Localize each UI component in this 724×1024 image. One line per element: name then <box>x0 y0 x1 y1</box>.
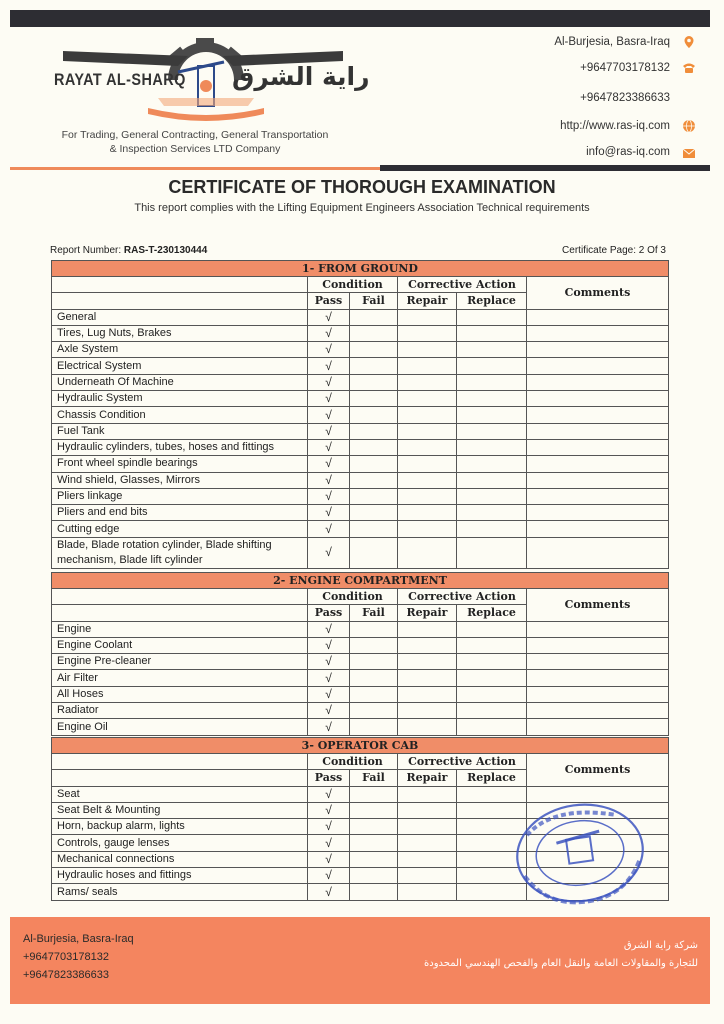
repair-header: Repair <box>398 293 457 309</box>
table-row <box>52 686 669 702</box>
pass-check-icon: √ <box>308 868 350 884</box>
comments-cell <box>527 456 669 472</box>
repair-cell <box>398 686 457 702</box>
fail-header: Fail <box>350 770 398 786</box>
repair-cell <box>398 868 457 884</box>
comments-cell <box>527 423 669 439</box>
document-subtitle: This report complies with the Lifting Equipment Engineers Association Technical requirements <box>134 202 590 214</box>
replace-cell <box>457 342 527 358</box>
footer-phone-1: +9647703178132 <box>23 951 109 963</box>
repair-cell <box>398 521 457 537</box>
pass-check-icon: √ <box>308 819 350 835</box>
pass-header: Pass <box>308 770 350 786</box>
repair-cell <box>398 851 457 867</box>
header-row-1 <box>52 754 669 770</box>
item-name: All Hoses <box>52 686 308 702</box>
replace-cell <box>457 488 527 504</box>
table-row <box>52 374 669 390</box>
mail-icon <box>682 146 696 160</box>
company-name-ar: راية الشرق <box>232 62 370 91</box>
comments-cell <box>527 488 669 504</box>
repair-cell <box>398 637 457 653</box>
table-row <box>52 439 669 455</box>
phone-icon <box>682 61 696 75</box>
page-footer <box>10 917 710 1004</box>
item-name: Wind shield, Glasses, Mirrors <box>52 472 308 488</box>
item-name: Front wheel spindle bearings <box>52 456 308 472</box>
pass-check-icon: √ <box>308 719 350 735</box>
replace-cell <box>457 423 527 439</box>
repair-cell <box>398 786 457 802</box>
item-name: Rams/ seals <box>52 884 308 900</box>
inspection-section-table <box>51 572 669 736</box>
replace-header: Replace <box>457 605 527 621</box>
header-divider-accent <box>10 167 380 170</box>
replace-cell <box>457 521 527 537</box>
fail-cell <box>350 521 398 537</box>
fail-cell <box>350 819 398 835</box>
replace-header: Replace <box>457 293 527 309</box>
fail-cell <box>350 472 398 488</box>
table-row <box>52 537 669 568</box>
pass-check-icon: √ <box>308 505 350 521</box>
pass-check-icon: √ <box>308 407 350 423</box>
footer-arabic <box>424 937 698 973</box>
comments-header: Comments <box>527 754 669 787</box>
replace-cell <box>457 407 527 423</box>
table-row <box>52 309 669 325</box>
pass-check-icon: √ <box>308 686 350 702</box>
fail-cell <box>350 703 398 719</box>
pass-check-icon: √ <box>308 456 350 472</box>
repair-cell <box>398 391 457 407</box>
table-row <box>52 521 669 537</box>
fail-cell <box>350 835 398 851</box>
item-name: Underneath Of Machine <box>52 374 308 390</box>
comments-header: Comments <box>527 277 669 310</box>
repair-cell <box>398 654 457 670</box>
table-row <box>52 391 669 407</box>
location-pin-icon <box>682 35 696 49</box>
repair-cell <box>398 374 457 390</box>
corrective-action-header: Corrective Action <box>398 277 527 293</box>
item-name: Hydraulic System <box>52 391 308 407</box>
footer-contacts <box>23 930 134 984</box>
item-name: Seat <box>52 786 308 802</box>
pass-check-icon: √ <box>308 521 350 537</box>
fail-cell <box>350 374 398 390</box>
comments-cell <box>527 637 669 653</box>
replace-cell <box>457 472 527 488</box>
comments-cell <box>527 670 669 686</box>
company-tagline <box>50 128 340 156</box>
report-number-value: RAS-T-230130444 <box>123 245 208 256</box>
item-name: Radiator <box>52 703 308 719</box>
item-name: General <box>52 309 308 325</box>
footer-phone-2: +9647823386633 <box>23 969 109 981</box>
section-title-row <box>52 738 669 754</box>
table-row <box>52 654 669 670</box>
fail-cell <box>350 423 398 439</box>
pass-check-icon: √ <box>308 654 350 670</box>
pass-check-icon: √ <box>308 391 350 407</box>
fail-cell <box>350 342 398 358</box>
replace-cell <box>457 358 527 374</box>
fail-cell <box>350 670 398 686</box>
fail-cell <box>350 391 398 407</box>
fail-cell <box>350 537 398 568</box>
pass-check-icon: √ <box>308 621 350 637</box>
fail-cell <box>350 654 398 670</box>
repair-cell <box>398 472 457 488</box>
item-name: Pliers linkage <box>52 488 308 504</box>
item-name: Axle System <box>52 342 308 358</box>
item-name: Engine Coolant <box>52 637 308 653</box>
item-name: Cutting edge <box>52 521 308 537</box>
replace-cell <box>457 621 527 637</box>
repair-cell <box>398 670 457 686</box>
pass-check-icon: √ <box>308 835 350 851</box>
item-name: Engine Oil <box>52 719 308 735</box>
contact-email[interactable]: info@ras-iq.com <box>586 146 670 158</box>
report-number <box>50 245 207 256</box>
fail-cell <box>350 505 398 521</box>
repair-header: Repair <box>398 605 457 621</box>
comments-cell <box>527 407 669 423</box>
blank-header-cell <box>52 770 308 786</box>
replace-cell <box>457 439 527 455</box>
fail-header: Fail <box>350 293 398 309</box>
replace-cell <box>457 654 527 670</box>
fail-cell <box>350 637 398 653</box>
comments-cell <box>527 521 669 537</box>
blank-header-cell <box>52 754 308 770</box>
table-row <box>52 407 669 423</box>
comments-cell <box>527 309 669 325</box>
report-number-label: Report Number: <box>50 245 124 256</box>
repair-cell <box>398 309 457 325</box>
replace-cell <box>457 309 527 325</box>
comments-cell <box>527 654 669 670</box>
repair-cell <box>398 802 457 818</box>
comments-cell <box>527 621 669 637</box>
comments-cell <box>527 472 669 488</box>
pass-check-icon: √ <box>308 786 350 802</box>
pass-check-icon: √ <box>308 670 350 686</box>
repair-cell <box>398 423 457 439</box>
pass-check-icon: √ <box>308 309 350 325</box>
replace-cell <box>457 505 527 521</box>
table-row <box>52 488 669 504</box>
table-row <box>52 670 669 686</box>
section-title-row <box>52 261 669 277</box>
section-title: 3- OPERATOR CAB <box>52 738 669 754</box>
replace-cell <box>457 686 527 702</box>
header-top-bar <box>10 10 710 27</box>
replace-header: Replace <box>457 770 527 786</box>
table-row <box>52 703 669 719</box>
contact-address: Al-Burjesia, Basra-Iraq <box>554 36 670 48</box>
item-name: Controls, gauge lenses <box>52 835 308 851</box>
comments-cell <box>527 358 669 374</box>
comments-cell <box>527 325 669 341</box>
item-name: Tires, Lug Nuts, Brakes <box>52 325 308 341</box>
header-divider-dark <box>380 165 710 171</box>
pass-header: Pass <box>308 605 350 621</box>
comments-cell <box>527 686 669 702</box>
corrective-action-header: Corrective Action <box>398 589 527 605</box>
header-row-1 <box>52 589 669 605</box>
fail-cell <box>350 325 398 341</box>
section-title: 1- FROM GROUND <box>52 261 669 277</box>
repair-cell <box>398 456 457 472</box>
pass-check-icon: √ <box>308 884 350 900</box>
corrective-action-header: Corrective Action <box>398 754 527 770</box>
fail-cell <box>350 407 398 423</box>
replace-cell <box>457 670 527 686</box>
pass-check-icon: √ <box>308 325 350 341</box>
replace-cell <box>457 374 527 390</box>
item-name: Blade, Blade rotation cylinder, Blade shifting mechanism, Blade lift cylinder <box>52 537 308 568</box>
repair-cell <box>398 884 457 900</box>
document-title: CERTIFICATE OF THOROUGH EXAMINATION <box>168 177 556 197</box>
fail-cell <box>350 868 398 884</box>
fail-cell <box>350 621 398 637</box>
fail-cell <box>350 802 398 818</box>
pass-check-icon: √ <box>308 342 350 358</box>
pass-check-icon: √ <box>308 358 350 374</box>
inspection-section-table <box>51 260 669 569</box>
item-name: Air Filter <box>52 670 308 686</box>
blank-header-cell <box>52 277 308 293</box>
fail-cell <box>350 488 398 504</box>
fail-cell <box>350 851 398 867</box>
table-row <box>52 342 669 358</box>
footer-arabic-line-2: للتجارة والمقاولات العامة والنقل العام والفحص الهندسي المحدودة <box>424 958 698 969</box>
repair-cell <box>398 439 457 455</box>
repair-cell <box>398 621 457 637</box>
pass-check-icon: √ <box>308 472 350 488</box>
repair-cell <box>398 325 457 341</box>
pass-check-icon: √ <box>308 488 350 504</box>
item-name: Engine <box>52 621 308 637</box>
pass-check-icon: √ <box>308 637 350 653</box>
table-row <box>52 325 669 341</box>
item-name: Hydraulic hoses and fittings <box>52 868 308 884</box>
item-name: Pliers and end bits <box>52 505 308 521</box>
repair-cell <box>398 835 457 851</box>
condition-header: Condition <box>308 754 398 770</box>
fail-header: Fail <box>350 605 398 621</box>
replace-cell <box>457 719 527 735</box>
table-row <box>52 505 669 521</box>
header-row-1 <box>52 277 669 293</box>
fail-cell <box>350 719 398 735</box>
comments-header: Comments <box>527 589 669 622</box>
table-row <box>52 456 669 472</box>
comments-cell <box>527 439 669 455</box>
fail-cell <box>350 358 398 374</box>
pass-check-icon: √ <box>308 439 350 455</box>
repair-cell <box>398 488 457 504</box>
table-row <box>52 637 669 653</box>
fail-cell <box>350 686 398 702</box>
table-row <box>52 719 669 735</box>
item-name: Fuel Tank <box>52 423 308 439</box>
repair-cell <box>398 819 457 835</box>
repair-cell <box>398 407 457 423</box>
fail-cell <box>350 884 398 900</box>
fail-cell <box>350 786 398 802</box>
item-name: Electrical System <box>52 358 308 374</box>
pass-check-icon: √ <box>308 851 350 867</box>
pass-check-icon: √ <box>308 423 350 439</box>
comments-cell <box>527 374 669 390</box>
repair-cell <box>398 703 457 719</box>
item-name: Chassis Condition <box>52 407 308 423</box>
replace-cell <box>457 537 527 568</box>
section-title-row <box>52 573 669 589</box>
blank-header-cell <box>52 605 308 621</box>
table-row <box>52 621 669 637</box>
table-row <box>52 423 669 439</box>
item-name: Engine Pre-cleaner <box>52 654 308 670</box>
item-name: Seat Belt & Mounting <box>52 802 308 818</box>
comments-cell <box>527 505 669 521</box>
comments-cell <box>527 703 669 719</box>
replace-cell <box>457 703 527 719</box>
footer-address: Al-Burjesia, Basra-Iraq <box>23 933 134 945</box>
company-stamp <box>510 798 650 908</box>
replace-cell <box>457 456 527 472</box>
table-row <box>52 358 669 374</box>
footer-arabic-line-1: شركة راية الشرق <box>623 940 698 951</box>
replace-cell <box>457 391 527 407</box>
pass-check-icon: √ <box>308 802 350 818</box>
section-title: 2- ENGINE COMPARTMENT <box>52 573 669 589</box>
tagline-line-1: For Trading, General Contracting, General Transportation <box>61 129 329 141</box>
item-name: Horn, backup alarm, lights <box>52 819 308 835</box>
table-row <box>52 472 669 488</box>
contact-phone-2: +9647823386633 <box>580 92 670 104</box>
pass-header: Pass <box>308 293 350 309</box>
blank-header-cell <box>52 293 308 309</box>
pass-check-icon: √ <box>308 703 350 719</box>
comments-cell <box>527 342 669 358</box>
repair-cell <box>398 342 457 358</box>
condition-header: Condition <box>308 277 398 293</box>
comments-cell <box>527 391 669 407</box>
pass-check-icon: √ <box>308 374 350 390</box>
repair-cell <box>398 719 457 735</box>
blank-header-cell <box>52 589 308 605</box>
repair-cell <box>398 505 457 521</box>
comments-cell <box>527 719 669 735</box>
tagline-line-2: & Inspection Services LTD Company <box>109 143 281 155</box>
repair-header: Repair <box>398 770 457 786</box>
repair-cell <box>398 537 457 568</box>
item-name: Hydraulic cylinders, tubes, hoses and fittings <box>52 439 308 455</box>
fail-cell <box>350 309 398 325</box>
certificate-page: Certificate Page: 2 Of 3 <box>562 245 666 256</box>
repair-cell <box>398 358 457 374</box>
replace-cell <box>457 637 527 653</box>
fail-cell <box>350 456 398 472</box>
condition-header: Condition <box>308 589 398 605</box>
company-name-en: RAYAT AL-SHARQ <box>54 70 186 89</box>
item-name: Mechanical connections <box>52 851 308 867</box>
fail-cell <box>350 439 398 455</box>
globe-icon <box>682 119 696 133</box>
contact-website[interactable]: http://www.ras-iq.com <box>560 120 670 132</box>
contact-phone-1: +9647703178132 <box>580 62 670 74</box>
comments-cell <box>527 537 669 568</box>
pass-check-icon: √ <box>308 537 350 568</box>
replace-cell <box>457 325 527 341</box>
